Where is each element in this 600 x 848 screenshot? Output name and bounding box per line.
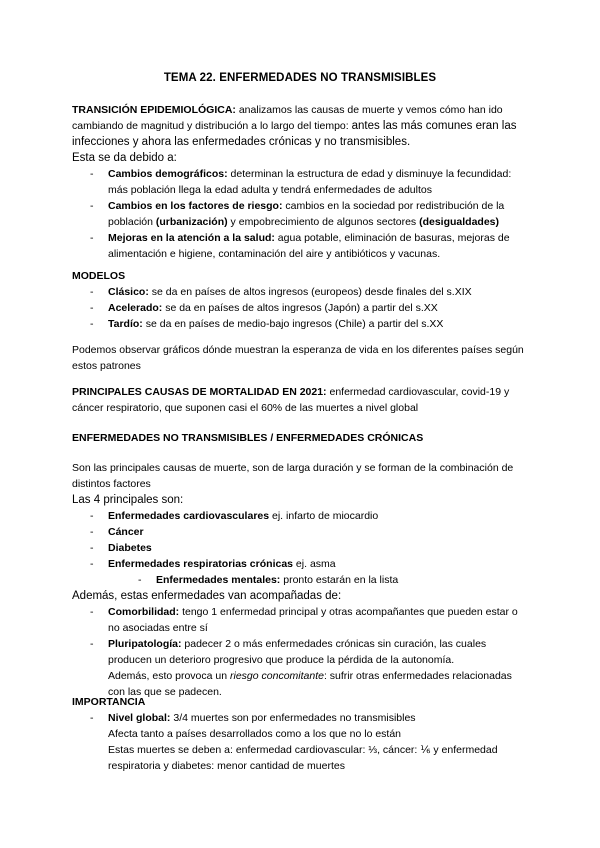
item-text: Estas muertes se deben a: enfermedad cardiovascular: ⅓, cáncer: ⅙ y enfermedad respiratoria y diabetes: menor cantidad de muertes (108, 744, 498, 772)
importancia-list (72, 710, 528, 774)
item-text: Además, esto provoca un (108, 670, 230, 682)
item-text: ej. infarto de miocardio (269, 510, 379, 522)
item-text: se da en países de altos ingresos (europeos) desde finales del s.XIX (148, 286, 472, 298)
modelos-list (72, 284, 528, 332)
transicion-section (72, 102, 528, 262)
item-text: determinan la estructura de edad y disminuye la fecundidad: más población llega la edad adulta y tendrá enfermedades de adultos (108, 168, 512, 196)
transicion-text-a: analizamos las causas de muerte y vemos cómo han ido cambiando de magnitud y distribución a lo largo del tiempo: (72, 104, 503, 132)
item-bold: Tardío: (108, 318, 143, 330)
item-bold: Cambios en los factores de riesgo: (108, 200, 283, 212)
enfermedades-list-intro: Las 4 principales son: (72, 494, 184, 506)
enfermedades-ademas: Además, estas enfermedades van acompañadas de: (72, 590, 342, 602)
importancia-section (72, 694, 528, 774)
modelos-note: Podemos observar gráficos dónde muestran la esperanza de vida en los diferentes países según estos patrones (72, 344, 524, 372)
modelos-section (72, 268, 528, 332)
enfermedades-heading (72, 430, 528, 446)
item-text: Afecta tanto a países desarrollados como a los que no lo están (108, 728, 402, 740)
modelos-heading: MODELOS (72, 270, 126, 282)
list-item (72, 166, 528, 198)
list-item (72, 508, 528, 524)
item-bold: Cambios demográficos: (108, 168, 228, 180)
causas-section (72, 384, 528, 416)
item-bold: Pluripatología: (108, 638, 182, 650)
item-text: padecer 2 o más enfermedades crónicas sin curación, las cuales producen un deterioro progresivo que produce la pérdida de la autonomía. (108, 638, 487, 666)
item-text: se da en países de medio-bajo ingresos (Chile) a partir del s.XX (142, 318, 444, 330)
item-text: : sufrir otras enfermedades relacionadas con las que se padecen. (108, 670, 512, 698)
list-item (72, 556, 528, 572)
causas-heading: PRINCIPALES CAUSAS DE MORTALIDAD EN 2021: (72, 386, 327, 398)
item-bold: Cáncer (108, 526, 144, 538)
list-item (72, 300, 528, 316)
item-bold: Nivel global: (108, 712, 171, 724)
list-item (72, 524, 528, 540)
enfermedades-sublist (72, 572, 528, 588)
enfermedades-list (72, 508, 528, 572)
item-bold: Clásico: (108, 286, 149, 298)
list-item (72, 198, 528, 230)
list-item (72, 316, 528, 332)
importancia-heading: IMPORTANCIA (72, 696, 146, 708)
item-bold: Enfermedades respiratorias crónicas (108, 558, 294, 570)
item-text: 3/4 muertes son por enfermedades no transmisibles (170, 712, 416, 724)
list-item (72, 230, 528, 262)
list-item (72, 284, 528, 300)
transicion-list (72, 166, 528, 262)
transicion-intro: Esta se da debido a: (72, 152, 177, 164)
item-text: tengo 1 enfermedad principal y otras acompañantes que pueden estar o no asociadas entre sí (108, 606, 518, 634)
item-bold: Acelerado: (108, 302, 163, 314)
item-text: y empobrecimiento de algunos sectores (227, 216, 420, 228)
item-bold: Mejoras en la atención a la salud: (108, 232, 275, 244)
item-bold: Comorbilidad: (108, 606, 180, 618)
causas-text: enfermedad cardiovascular, covid-19 y cáncer respiratorio, que suponen casi el 60% de las muertes a nivel global (72, 386, 510, 414)
item-text: ej. asma (293, 558, 336, 570)
list-item (72, 604, 528, 636)
causas-paragraph (72, 384, 528, 416)
item-italic: riesgo concomitante (230, 670, 324, 682)
transicion-heading: TRANSICIÓN EPIDEMIOLÓGICA: (72, 104, 236, 116)
list-item (72, 710, 528, 774)
item-bold: Enfermedades mentales: (156, 574, 281, 586)
section-heading: ENFERMEDADES NO TRANSMISIBLES / ENFERMEDADES CRÓNICAS (72, 432, 424, 444)
list-item (72, 636, 528, 700)
transicion-text-b: antes las más comunes eran las infecciones y ahora las enfermedades crónicas y no transmisibles. (72, 120, 517, 148)
item-text: cambios en la sociedad por redistribución de la población (108, 200, 505, 228)
item-text: agua potable, eliminación de basuras, mejoras de alimentación e higiene, contaminación del aire y antibióticos y vacunas. (108, 232, 510, 260)
enfermedades-intro: Son las principales causas de muerte, son de larga duración y se forman de la combinación de distintos factores (72, 462, 514, 490)
item-text: pronto estarán en la lista (280, 574, 399, 586)
item-text: se da en países de altos ingresos (Japón) a partir del s.XX (162, 302, 438, 314)
item-bold: (urbanización) (155, 216, 228, 228)
item-bold: Enfermedades cardiovasculares (108, 510, 270, 522)
list-item (72, 540, 528, 556)
list-item (72, 572, 528, 588)
enfermedades-section (72, 460, 528, 700)
item-bold: (desigualdades) (419, 216, 500, 228)
item-bold: Diabetes (108, 542, 152, 554)
acompanantes-list (72, 604, 528, 700)
transicion-paragraph (72, 102, 528, 150)
page-title: TEMA 22. ENFERMEDADES NO TRANSMISIBLES (163, 72, 437, 84)
